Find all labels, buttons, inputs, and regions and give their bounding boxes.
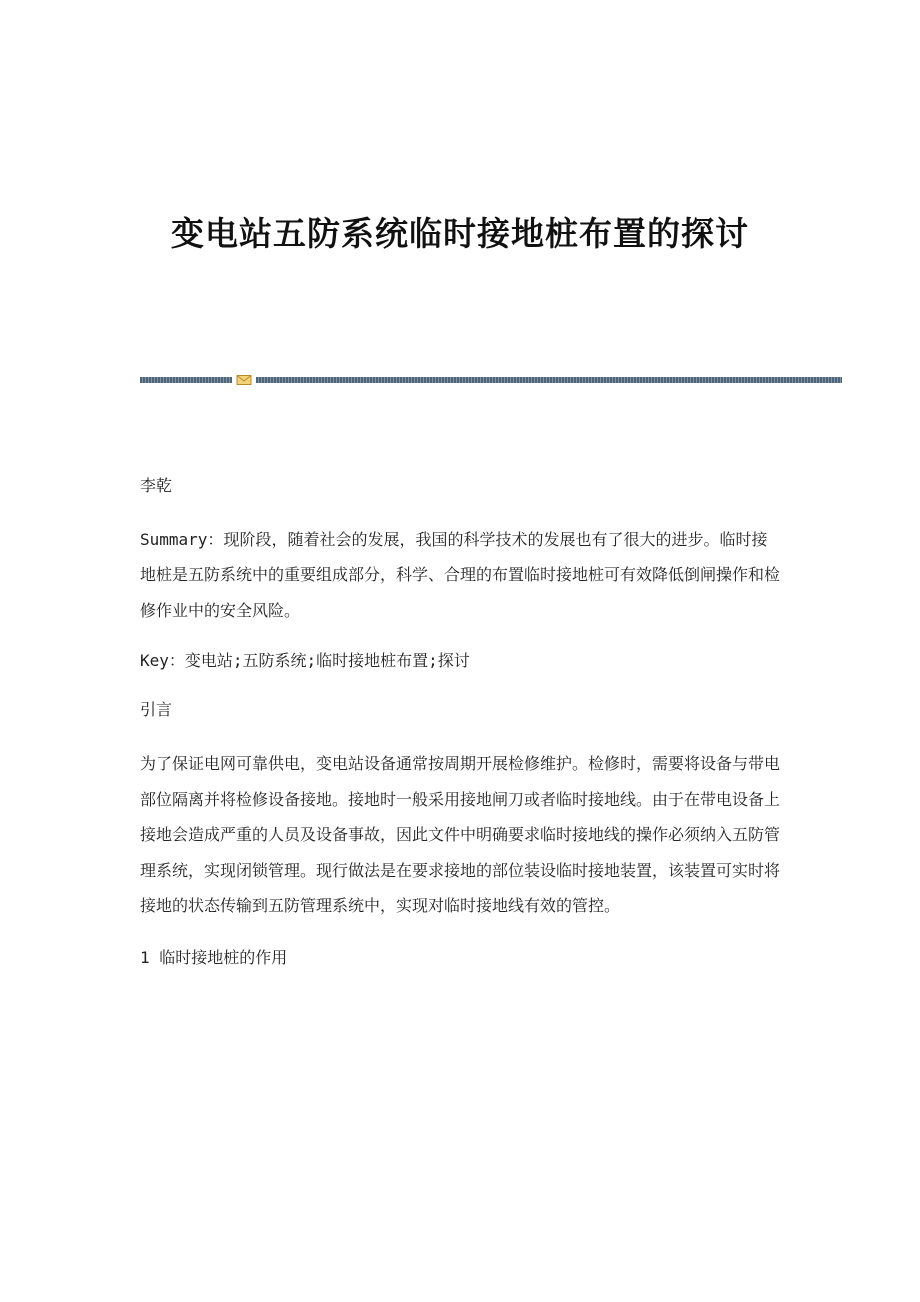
divider-bar-right [256, 377, 842, 383]
envelope-ornament-icon [236, 374, 252, 386]
author-name: 李乾 [140, 476, 173, 495]
divider-bar-left [140, 377, 232, 383]
keywords-text: 变电站;五防系统;临时接地桩布置;探讨 [184, 651, 470, 670]
intro-heading: 引言 [140, 699, 173, 719]
document-body [140, 468, 780, 975]
intro-paragraph: 为了保证电网可靠供电，变电站设备通常按周期开展检修维护。检修时，需要将设备与带电部位隔离并将检修设备接地。接地时一般采用接地闸刀或者临时接地线。由于在带电设备上接地会造成严重的人员及设备事故，因此文件中明确要求临时接地线的操作必须纳入五防管理系统，实现闭锁管理。现行做法是在要求接地的部位装设临时接地装置，该装置可实时将接地的状态传输到五防管理系统中，实现对临时接地线有效的管控。 [140, 754, 781, 915]
document-title: 变电站五防系统临时接地桩布置的探讨 [171, 214, 749, 253]
keywords-label: Key： [140, 651, 185, 670]
section-1-title: 1 临时接地桩的作用 [140, 947, 288, 967]
summary-text: 现阶段，随着社会的发展，我国的科学技术的发展也有了很大的进步。临时接地桩是五防系统中的重要组成部分，科学、合理的布置临时接地桩可有效降低倒闸操作和检修作业中的安全风险。 [140, 529, 781, 620]
summary-label: Summary： [140, 529, 224, 549]
summary-paragraph [140, 522, 780, 629]
keywords-line [140, 643, 780, 679]
title-divider [140, 374, 842, 386]
